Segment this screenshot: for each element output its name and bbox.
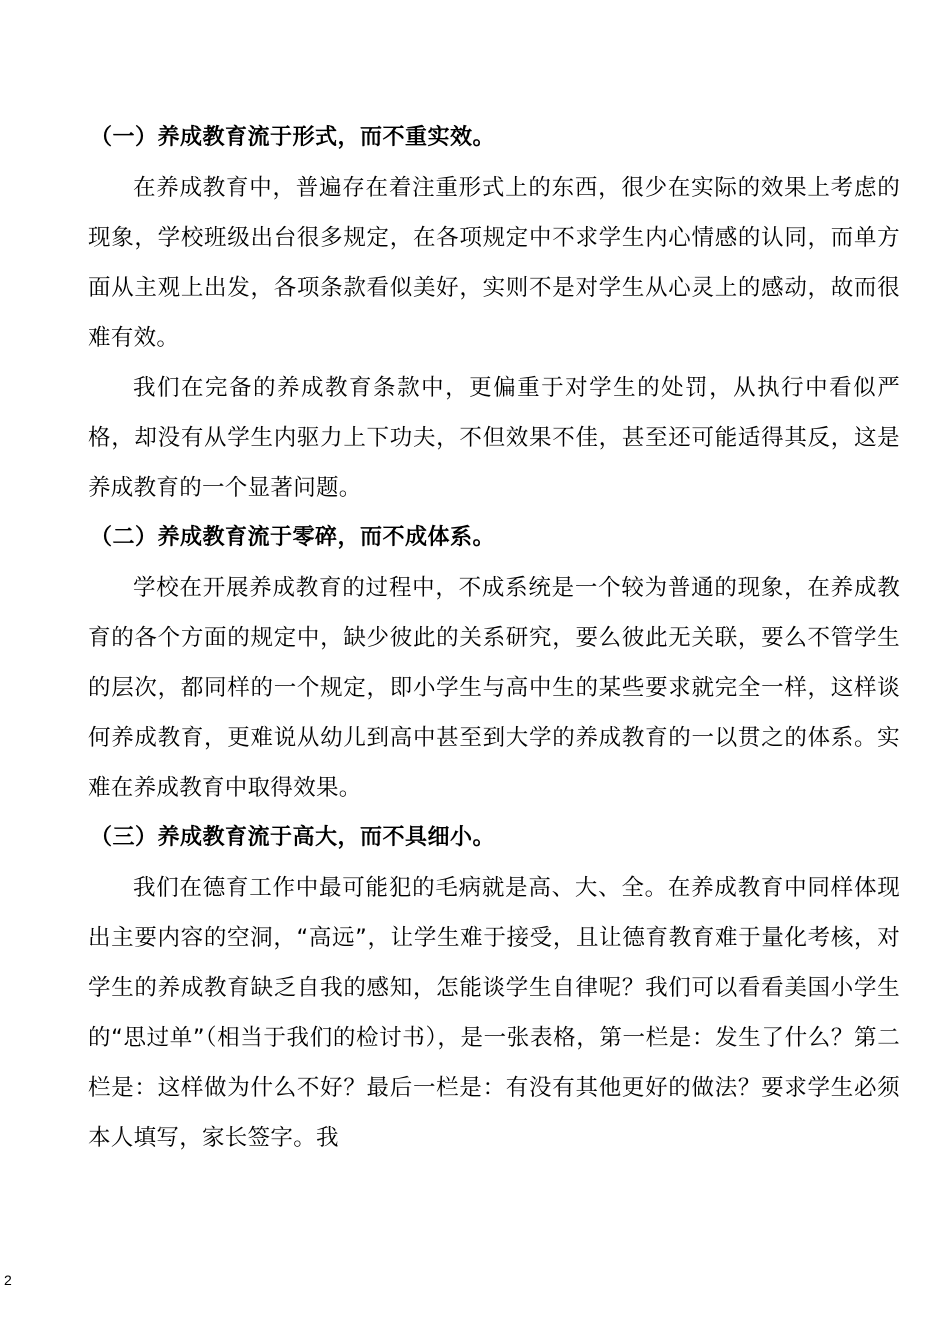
section-1-paragraph-1: 在养成教育中，普遍存在着注重形式上的东西，很少在实际的效果上考虑的现象，学校班级出台很多规定，在各项规定中不求学生内心情感的认同，而单方面从主观上出发，各项条款看似美好，实则不是对学生从心灵上的感动，故而很难有效。 xyxy=(88,175,900,351)
document-body xyxy=(88,113,900,1163)
section-2-paragraph-1: 学校在开展养成教育的过程中，不成系统是一个较为普通的现象，在养成教育的各个方面的规定中，缺少彼此的关系研究，要么彼此无关联，要么不管学生的层次，都同样的一个规定，即小学生与高中生的某些要求就完全一样，这样谈何养成教育，更难说从幼儿到高中甚至到大学的养成教育的一以贯之的体系。实难在养成教育中取得效果。 xyxy=(88,575,900,801)
section-heading-2: （二）养成教育流于零碎，而不成体系。 xyxy=(90,525,496,550)
section-heading-3: （三）养成教育流于高大，而不具细小。 xyxy=(90,825,496,850)
section-1-paragraph-2: 我们在完备的养成教育条款中，更偏重于对学生的处罚，从执行中看似严格，却没有从学生内驱力上下功夫，不但效果不佳，甚至还可能适得其反，这是养成教育的一个显著问题。 xyxy=(88,375,900,501)
page-number: 2 xyxy=(4,1272,12,1288)
section-heading-1: （一）养成教育流于形式，而不重实效。 xyxy=(90,125,496,150)
section-3-paragraph-1: 我们在德育工作中最可能犯的毛病就是高、大、全。在养成教育中同样体现出主要内容的空洞，“高远”，让学生难于接受，且让德育教育难于量化考核，对学生的养成教育缺乏自我的感知，怎能谈学生自律呢？我们可以看看美国小学生的“思过单”（相当于我们的检讨书），是一张表格，第一栏是：发生了什么？第二栏是：这样做为什么不好？最后一栏是：有没有其他更好的做法？要求学生必须本人填写，家长签字。我 xyxy=(88,875,900,1151)
